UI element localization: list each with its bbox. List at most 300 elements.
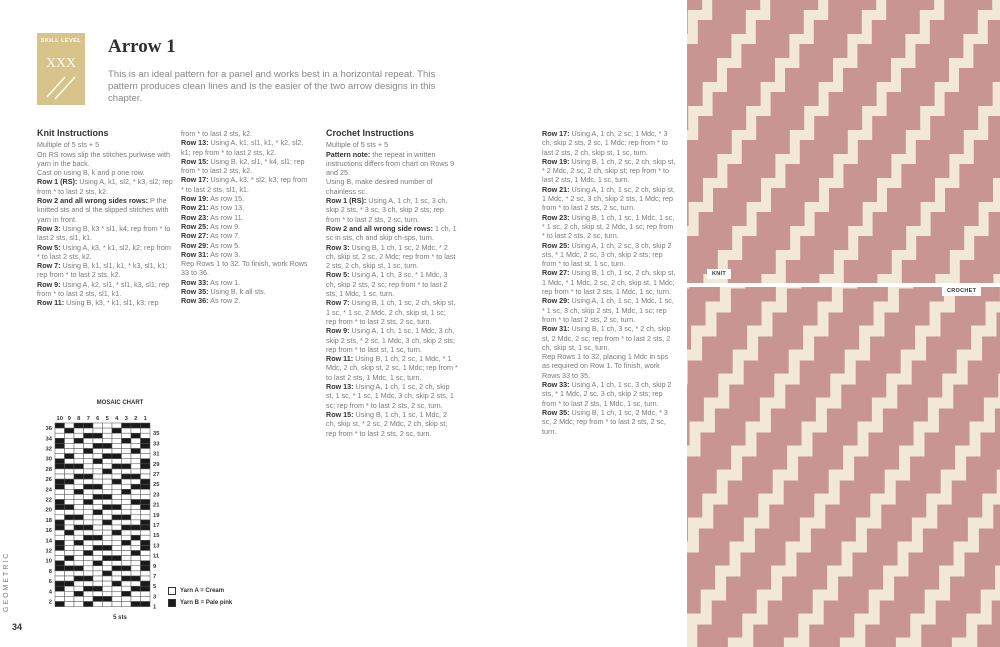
chart-cell [55, 505, 65, 510]
legend-item-pink [168, 597, 232, 609]
knit-instruction-row-label: Row 21: [181, 203, 209, 213]
chart-cell [131, 505, 141, 510]
knit-instruction-paragraph: On RS rows slip the stitches purlwise with yarn in the back. [37, 149, 171, 168]
crochet-instruction-paragraph: Using B, make desired number of chainless sc. [326, 177, 433, 196]
chart-cell [112, 449, 122, 454]
chart-cell [103, 525, 113, 530]
knit-instruction-paragraph: Row 19: As row 15. [181, 194, 245, 204]
chart-cell [103, 586, 113, 591]
knit-swatch-image [687, 0, 1000, 283]
chart-cell [103, 459, 113, 464]
chart-cell [93, 438, 103, 443]
chart-cell [93, 576, 103, 581]
chart-cell [112, 464, 122, 469]
chart-row-label-right: 19 [153, 512, 160, 519]
knit-instruction-row-label: Row 33: [181, 277, 209, 287]
knit-instruction-paragraph: Row 13: Using A, k1, sl1, k1, * k2, sl2, k1; rep from * to last 2 sts, k2. [181, 138, 304, 157]
chart-cell [131, 510, 141, 515]
chart-cell [65, 479, 75, 484]
knit-instruction-paragraph: Row 1 (RS): Using A, k1, sl2, * k3, sl2; rep from * to last 2 sts, k2. [37, 177, 173, 196]
knit-heading: Knit Instructions [37, 128, 109, 138]
chart-cell [103, 571, 113, 576]
chart-cell [112, 586, 122, 591]
chart-cell [131, 464, 141, 469]
knit-instructions-col2 [181, 129, 311, 306]
chart-cell [65, 530, 75, 535]
chart-cell [103, 510, 113, 515]
chart-column-label: 6 [96, 416, 100, 422]
chart-cell [84, 443, 94, 448]
chart-cell [103, 449, 113, 454]
chart-cell [84, 433, 94, 438]
crochet-instruction-paragraph: Row 27: Using B, 1 ch, 1 sc, 2 ch, skip st, 1 Mdc, * 1 Mdc, 2 sc, 2 ch, skip st, 1 Mdc; rep from * to last 2 sts, 1 Mdc, 1 sc, turn. [542, 268, 676, 297]
chart-cell [112, 438, 122, 443]
chart-cell [55, 479, 65, 484]
chart-cell [93, 530, 103, 535]
chart-cell [141, 561, 151, 566]
crochet-instruction-row-label: Row 2 and all wrong side rows: [326, 223, 434, 233]
chart-cell [122, 464, 132, 469]
knit-instruction-paragraph: Row 23: As row 11. [181, 212, 244, 222]
chart-row-label-right: 15 [153, 533, 160, 540]
chart-row-label-left: 14 [45, 538, 52, 545]
chart-cell [74, 510, 84, 515]
chart-cell [131, 576, 141, 581]
chart-cell [122, 489, 132, 494]
chart-cell [93, 484, 103, 489]
crochet-instruction-row-label: Row 7: [326, 298, 350, 308]
chart-cell [55, 474, 65, 479]
chart-row-label-left: 20 [45, 507, 52, 514]
chart-cell [103, 474, 113, 479]
chart-cell [141, 443, 151, 448]
knit-instruction-row-label: Row 13: [181, 138, 209, 148]
chart-cell [55, 591, 65, 596]
knit-instruction-row-label: Row 31: [181, 249, 209, 259]
chart-row-label-left: 8 [48, 568, 52, 575]
chart-cell [141, 459, 151, 464]
chart-cell [55, 520, 65, 525]
crochet-instruction-paragraph: Pattern note: the repeat in written instructions differs from chart on Rows 9 and 25. [326, 149, 455, 178]
crochet-instruction-row-label: Row 3: [326, 242, 350, 252]
chart-cell [112, 545, 122, 550]
chart-cell [55, 494, 65, 499]
crochet-instruction-paragraph: Row 31: Using B, 1 ch, 3 sc, * 2 ch, skip st, 2 Mdc, 2 sc; rep from * to last 2 sts, 2 ch, skip st, 1 sc, turn. [542, 324, 671, 352]
knit-instruction-paragraph: Row 35: Using B, k all sts. [181, 287, 266, 297]
chart-cell [65, 428, 75, 433]
crochet-instruction-paragraph: Row 19: Using B, 1 ch, 2 sc, 2 ch, skip st, * 2 Mdc, 2 sc, 2 ch, skip st; rep from * to last 2 sts, 1 Mdc, 1 sc, turn. [542, 156, 676, 185]
chart-cell [65, 581, 75, 586]
chart-row-label-left: 18 [45, 517, 52, 524]
crochet-instruction-row-label: Pattern note: [326, 149, 371, 159]
chart-cell [55, 443, 65, 448]
chart-cell [55, 551, 65, 556]
chart-cell [74, 525, 84, 530]
chart-cell [55, 556, 65, 561]
chart-cell [65, 545, 75, 550]
chart-cell [122, 591, 132, 596]
chart-cell [65, 566, 75, 571]
chart-cell [141, 520, 151, 525]
knit-instruction-paragraph: Multiple of 5 sts + 5 [37, 140, 100, 150]
needles-icon [37, 49, 85, 105]
chart-cell [74, 540, 84, 545]
chart-cell [141, 494, 151, 499]
pattern-intro: This is an ideal pattern for a panel and works best in a horizontal repeat. This pattern produces clean lines and is the easier of the two arrow designs in this chapter. [108, 69, 436, 104]
chart-cell [122, 494, 132, 499]
crochet-instruction-row-label: Row 5: [326, 270, 350, 280]
chart-cell [112, 540, 122, 545]
chart-cell [141, 433, 151, 438]
chart-cell [65, 433, 75, 438]
chart-cell [84, 500, 94, 505]
crochet-instruction-paragraph: Row 25: Using A, 1 ch, 2 sc, 3 ch, skip 2 sts, * 1 Mdc, 2 sc, 3 ch, skip 2 sts; rep from * to last st, 1 sc, turn. [542, 240, 672, 269]
chart-cell [122, 428, 132, 433]
chart-cell [74, 489, 84, 494]
knit-instruction-row-label: Row 2 and all wrong sides rows: [37, 196, 149, 206]
chart-cell [122, 561, 132, 566]
chart-cell [131, 469, 141, 474]
chart-cell [141, 428, 151, 433]
knit-swatch-photo [687, 0, 1000, 283]
chart-cell [55, 449, 65, 454]
crochet-instruction-paragraph: Row 29: Using A, 1 ch, 1 sc, 1 Mdc, 1 sc, * 1 sc, 3 ch, skip 2 sts, 1 Mdc, 1 sc; rep from * to last 2 sts, 2 sc, turn. [542, 296, 674, 324]
chart-cell [112, 500, 122, 505]
chart-cell [55, 428, 65, 433]
chart-cell [141, 454, 151, 459]
chart-cell [93, 556, 103, 561]
chart-cell [55, 464, 65, 469]
chart-cell [74, 469, 84, 474]
crochet-swatch-image [687, 287, 1000, 647]
chart-cell [65, 551, 75, 556]
knit-instruction-row-label: Row 5: [37, 242, 61, 252]
chart-cell [103, 581, 113, 586]
chart-cell [55, 581, 65, 586]
knit-instruction-paragraph: Row 31: As row 3. [181, 249, 241, 259]
chart-cell [65, 515, 75, 520]
crochet-instruction-paragraph: Multiple of 5 sts + 5 [326, 140, 389, 150]
chart-cell [112, 581, 122, 586]
chart-row-label-left: 26 [45, 477, 52, 484]
knit-instruction-paragraph: Row 2 and all wrong sides rows: P the knitted sts and sl the slipped stitches with yarn in front. [37, 196, 169, 224]
crochet-instruction-row-label: Row 33: [542, 380, 570, 390]
knit-instructions-col1 [37, 129, 175, 308]
knit-instruction-paragraph: Row 11: Using B, k3, * k1, sl1, k3; rep [37, 298, 159, 308]
chart-cell [74, 535, 84, 540]
chart-cell [84, 505, 94, 510]
chart-cell [84, 489, 94, 494]
legend-swatch-cream [168, 587, 176, 595]
mosaic-chart-grid [37, 413, 167, 613]
crochet-instruction-row-label: Row 21: [542, 184, 570, 194]
chart-cell [112, 525, 122, 530]
chart-cell [141, 586, 151, 591]
chart-cell [93, 469, 103, 474]
chart-cell [55, 484, 65, 489]
knit-instruction-row-label: Row 19: [181, 194, 209, 204]
chart-cell [84, 423, 94, 428]
chart-cell [131, 459, 141, 464]
chart-cell [131, 494, 141, 499]
chart-cell [131, 551, 141, 556]
chart-legend [168, 585, 232, 609]
skill-level-value: XXX [45, 56, 77, 71]
chart-cell [112, 454, 122, 459]
chart-cell [74, 443, 84, 448]
chart-cell [103, 454, 113, 459]
chart-cell [55, 586, 65, 591]
chart-cell [141, 423, 151, 428]
chart-cell [74, 571, 84, 576]
chart-cell [84, 535, 94, 540]
chart-cell [131, 602, 141, 607]
chart-cell [84, 525, 94, 530]
chart-cell [84, 556, 94, 561]
chart-cell [122, 530, 132, 535]
chart-cell [122, 556, 132, 561]
chart-cell [74, 515, 84, 520]
chart-cell [74, 484, 84, 489]
chart-cell [93, 571, 103, 576]
chart-cell [65, 443, 75, 448]
chart-cell [141, 545, 151, 550]
chart-cell [122, 545, 132, 550]
chart-cell [141, 479, 151, 484]
knit-instruction-paragraph: Row 5: Using A, k3, * k1, sl2, k2; rep from * to last 2 sts, k2. [37, 242, 171, 261]
chart-cell [74, 474, 84, 479]
chart-row-label-left: 36 [45, 426, 52, 433]
chart-cell [122, 479, 132, 484]
chart-row-label-right: 7 [153, 574, 157, 580]
chart-row-label-right: 25 [153, 482, 160, 489]
chart-cell [112, 602, 122, 607]
crochet-photo-label: CROCHET [942, 286, 981, 296]
chart-title: MOSAIC CHART [96, 400, 144, 406]
chart-cell [122, 433, 132, 438]
chart-cell [65, 520, 75, 525]
chart-row-label-right: 23 [153, 492, 160, 499]
crochet-instruction-row-label: Row 17: [542, 129, 570, 138]
chart-row-label-right: 17 [153, 523, 160, 529]
chart-cell [112, 510, 122, 515]
chart-cell [122, 449, 132, 454]
chart-cell [141, 591, 151, 596]
chart-cell [93, 602, 103, 607]
crochet-swatch-photo [687, 287, 1000, 647]
chart-cell [93, 500, 103, 505]
skill-level-badge [37, 33, 85, 105]
chart-cell [65, 474, 75, 479]
chart-cell [65, 494, 75, 499]
knit-instruction-row-label: Row 36: [181, 296, 209, 306]
crochet-instruction-paragraph: Rep Rows 1 to 32, placing 1 Mdc in sps as required on Row 1. To finish, work Rows 33 to 35. [542, 352, 669, 380]
chart-cell [93, 591, 103, 596]
chart-cell [55, 510, 65, 515]
chart-cell [65, 561, 75, 566]
chart-footer: 5 sts [113, 615, 127, 621]
chart-cell [74, 494, 84, 499]
crochet-instruction-paragraph: Row 23: Using B, 1 ch, 1 sc, 1 Mdc, 1 sc, * 1 sc, 2 ch, skip st, 2 Mdc, 1 sc; rep from * to last 2 sts, 2 sc, turn. [542, 212, 675, 241]
chart-cell [103, 530, 113, 535]
chart-cell [84, 566, 94, 571]
chart-cell [131, 556, 141, 561]
chart-cell [131, 484, 141, 489]
chart-cell [112, 596, 122, 601]
chart-cell [103, 602, 113, 607]
chart-cell [93, 566, 103, 571]
chart-column-label: 1 [143, 416, 147, 422]
chart-cell [122, 454, 132, 459]
chart-cell [103, 576, 113, 581]
chart-cell [112, 520, 122, 525]
chart-row-label-right: 35 [153, 431, 160, 438]
chart-cell [131, 525, 141, 530]
legend-swatch-pink [168, 599, 176, 607]
chart-cell [112, 474, 122, 479]
chart-cell [84, 581, 94, 586]
chart-cell [74, 576, 84, 581]
chart-cell [93, 540, 103, 545]
chart-cell [65, 459, 75, 464]
chart-cell [141, 596, 151, 601]
chart-cell [131, 449, 141, 454]
chart-cell [93, 510, 103, 515]
chart-cell [55, 500, 65, 505]
chart-cell [65, 449, 75, 454]
crochet-instruction-paragraph: Row 33: Using A, 1 ch, 1 sc, 3 ch, skip 2 sts, * 1 Mdc, 2 sc, 3 ch, skip 2 sts; rep from * to last 2 sts, 1 Mdc, 1 sc, turn. [542, 380, 672, 408]
chart-cell [65, 586, 75, 591]
chart-cell [103, 551, 113, 556]
chart-cell [122, 515, 132, 520]
chart-cell [74, 556, 84, 561]
chart-cell [131, 540, 141, 545]
chart-cell [122, 566, 132, 571]
knit-instruction-paragraph: Row 33: As row 1. [181, 277, 241, 287]
crochet-instruction-row-label: Row 25: [542, 240, 570, 250]
chart-cell [55, 459, 65, 464]
chart-row-label-left: 4 [48, 589, 52, 596]
chart-cell [84, 494, 94, 499]
chart-cell [112, 505, 122, 510]
crochet-instruction-paragraph: Row 15: Using B, 1 ch, 1 sc, 1 Mdc, 2 ch, skip st, * 2 sc, 2 Mdc, 2 ch, skip st; rep from * to last 2 sts, 2 sc, turn. [326, 409, 448, 438]
chart-cell [131, 433, 141, 438]
chart-row-label-left: 10 [45, 558, 52, 565]
chart-cell [103, 479, 113, 484]
chart-cell [112, 551, 122, 556]
chart-cell [65, 454, 75, 459]
chart-cell [103, 443, 113, 448]
chart-cell [55, 540, 65, 545]
chart-cell [122, 520, 132, 525]
chart-cell [141, 535, 151, 540]
chart-row-label-left: 28 [45, 466, 52, 473]
chart-cell [84, 459, 94, 464]
knit-instruction-row-label: Row 35: [181, 287, 209, 297]
chart-cell [141, 602, 151, 607]
chart-cell [141, 551, 151, 556]
chart-row-label-right: 21 [153, 502, 160, 509]
skill-level-label: SKILL LEVEL [40, 38, 82, 44]
knit-instruction-row-label: Row 23: [181, 212, 209, 222]
chart-cell [55, 515, 65, 520]
crochet-instruction-paragraph: Row 1 (RS): Using A, 1 ch, 1 sc, 3 ch, skip 2 sts, * 3 sc, 3 ch, skip 2 sts; rep from * to last 2 sts, 2 sc, turn. [326, 196, 448, 224]
chart-cell [131, 545, 141, 550]
chart-cell [74, 459, 84, 464]
chart-column-label: 10 [56, 416, 63, 422]
chart-cell [103, 433, 113, 438]
chart-cell [122, 510, 132, 515]
chart-cell [74, 454, 84, 459]
chart-column-label: 7 [86, 416, 90, 422]
chart-cell [112, 489, 122, 494]
chart-cell [65, 571, 75, 576]
chart-cell [55, 561, 65, 566]
chart-cell [112, 484, 122, 489]
chart-row-label-left: 32 [45, 446, 52, 453]
crochet-instruction-paragraph: Row 17: Using A, 1 ch, 2 sc, 1 Mdc, * 3 ch, skip 2 sts, 2 sc, 1 Mdc; rep from * to last 2 sts, 2 ch, skip st, 1 sc, turn. [542, 129, 668, 157]
chart-row-label-left: 24 [45, 487, 52, 494]
chart-cell [74, 602, 84, 607]
knit-instruction-paragraph: Row 17: Using A, k3, * sl2, k3; rep from * to last 2 sts, sl1, k1. [181, 175, 308, 194]
chapter-side-label: GEOMETRIC [3, 551, 10, 612]
chart-cell [141, 438, 151, 443]
chart-cell [122, 484, 132, 489]
chart-cell [93, 545, 103, 550]
chart-row-label-right: 11 [153, 553, 160, 560]
crochet-instruction-row-label: Row 29: [542, 296, 570, 306]
chart-cell [74, 591, 84, 596]
chart-cell [122, 551, 132, 556]
chart-cell [74, 520, 84, 525]
knit-instruction-row-label: Row 29: [181, 240, 209, 250]
chart-cell [103, 464, 113, 469]
chart-cell [55, 571, 65, 576]
chart-column-label: 3 [124, 416, 128, 422]
chart-cell [131, 571, 141, 576]
chart-cell [84, 449, 94, 454]
crochet-heading: Crochet Instructions [326, 128, 415, 138]
chart-cell [112, 561, 122, 566]
chart-cell [112, 428, 122, 433]
chart-cell [93, 596, 103, 601]
chart-cell [131, 428, 141, 433]
crochet-instruction-paragraph: Row 3: Using B, 1 ch, 1 sc, 2 Mdc, * 2 ch, skip st, 2 sc, 2 Mdc; rep from * to last 2 sts, 2 ch, skip st, 1 sc, turn. [326, 242, 456, 271]
chart-cell [93, 561, 103, 566]
chart-cell [103, 540, 113, 545]
chart-cell [55, 602, 65, 607]
chart-row-label-left: 12 [45, 548, 52, 555]
chart-cell [93, 581, 103, 586]
knit-photo-label: KNIT [707, 269, 731, 279]
chart-cell [74, 596, 84, 601]
chart-cell [93, 525, 103, 530]
chart-cell [141, 449, 151, 454]
chart-cell [141, 530, 151, 535]
chart-row-label-right: 31 [153, 451, 160, 458]
chart-cell [141, 581, 151, 586]
chart-cell [84, 571, 94, 576]
chart-cell [103, 500, 113, 505]
chart-cell [74, 438, 84, 443]
chart-cell [141, 489, 151, 494]
crochet-instruction-row-label: Row 9: [326, 326, 350, 336]
chart-cell [112, 571, 122, 576]
chart-cell [74, 479, 84, 484]
chart-cell [93, 428, 103, 433]
chart-row-label-right: 1 [153, 604, 157, 611]
chart-cell [141, 484, 151, 489]
